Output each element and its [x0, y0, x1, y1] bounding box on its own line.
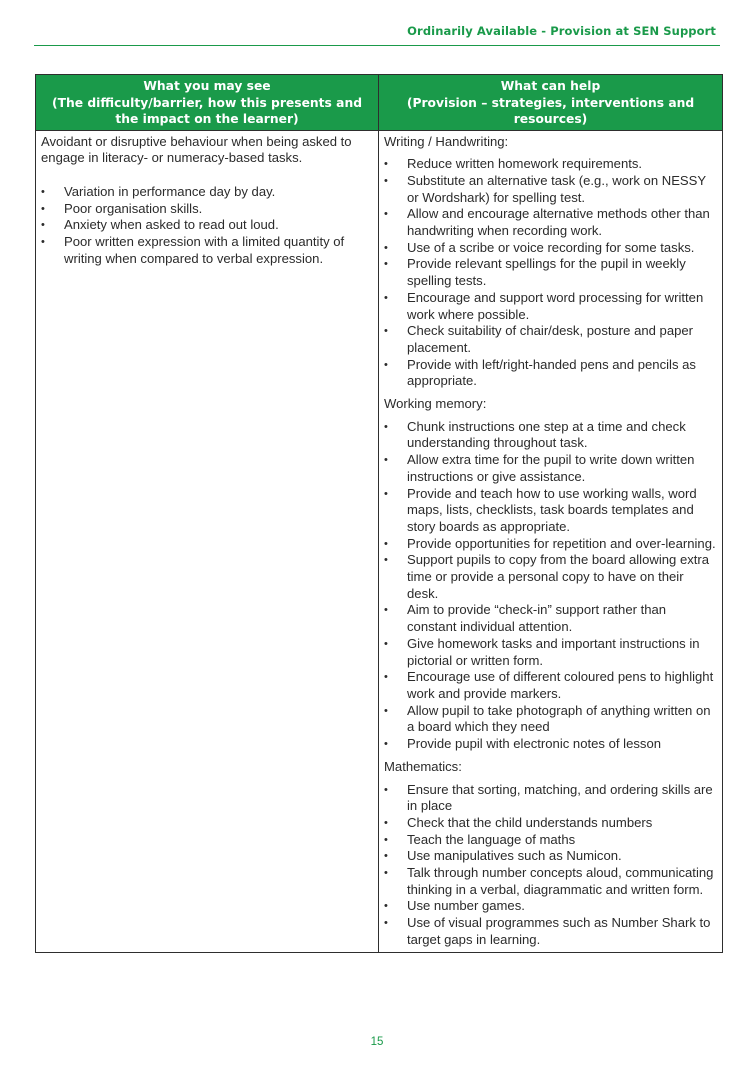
list-item: • Provide and teach how to use working walls, word maps, lists, checklists, task boards templates and story boards as appropriate. — [384, 486, 717, 536]
section-label: Writing / Handwriting: — [384, 133, 509, 149]
list-item: • Use number games. — [384, 898, 717, 915]
list-item: • Provide pupil with electronic notes of lesson — [384, 736, 717, 753]
list-item: • Anxiety when asked to read out loud. — [41, 217, 373, 234]
list-item: • Support pupils to copy from the board allowing extra time or provide a personal copy to have on their desk. — [384, 552, 717, 602]
list-item: • Substitute an alternative task (e.g., work on NESSY or Wordshark) for spelling test. — [384, 173, 717, 206]
working-memory-list — [384, 419, 717, 753]
difficulty-cell — [36, 130, 379, 952]
page-number: 15 — [370, 1036, 384, 1048]
list-item: • Use of a scribe or voice recording for some tasks. — [384, 240, 717, 257]
page-header-title: Ordinarily Available - Provision at SEN Support — [407, 24, 716, 38]
mathematics-list — [384, 782, 717, 949]
column-header-what-can-help: What can help (Provision – strategies, interventions and resources) — [379, 75, 723, 131]
section-working-memory — [384, 396, 717, 753]
list-item: • Chunk instructions one step at a time and check understanding throughout task. — [384, 419, 717, 452]
list-item: • Variation in performance day by day. — [41, 184, 373, 201]
list-item: • Use manipulatives such as Numicon. — [384, 848, 717, 865]
writing-list — [384, 156, 717, 390]
column-header-what-you-may-see: What you may see (The difficulty/barrier, how this presents and the impact on the learner) — [36, 75, 379, 131]
list-item: • Use of visual programmes such as Number Shark to target gaps in learning. — [384, 915, 717, 948]
difficulty-intro: Avoidant or disruptive behaviour when being asked to engage in literacy- or numeracy-based tasks. — [41, 133, 352, 166]
section-label: Mathematics: — [384, 758, 462, 774]
list-item: • Check that the child understands numbers — [384, 815, 717, 832]
list-item: • Give homework tasks and important instructions in pictorial or written form. — [384, 636, 717, 669]
section-mathematics — [384, 759, 717, 949]
list-item: • Check suitability of chair/desk, posture and paper placement. — [384, 323, 717, 356]
table-row — [36, 130, 723, 952]
section-label: Working memory: — [384, 396, 487, 412]
list-item: • Talk through number concepts aloud, communicating thinking in a verbal, diagrammatic and written form. — [384, 865, 717, 898]
provision-cell — [379, 130, 723, 952]
list-item: • Reduce written homework requirements. — [384, 156, 717, 173]
list-item: • Provide opportunities for repetition and over-learning. — [384, 536, 717, 553]
list-item: • Allow and encourage alternative methods other than handwriting when recording work. — [384, 206, 717, 239]
list-item: • Provide with left/right-handed pens and pencils as appropriate. — [384, 357, 717, 390]
list-item: • Ensure that sorting, matching, and ordering skills are in place — [384, 782, 717, 815]
section-writing-handwriting — [384, 134, 717, 391]
table-header-row — [36, 75, 723, 131]
list-item: • Provide relevant spellings for the pupil in weekly spelling tests. — [384, 256, 717, 289]
list-item: • Aim to provide “check-in” support rather than constant individual attention. — [384, 602, 717, 635]
list-item: • Encourage use of different coloured pens to highlight work and provide markers. — [384, 669, 717, 702]
header-divider — [34, 45, 720, 46]
difficulty-list — [41, 184, 373, 268]
list-item: • Teach the language of maths — [384, 832, 717, 849]
list-item: • Poor written expression with a limited quantity of writing when compared to verbal expression. — [41, 234, 373, 267]
list-item: • Allow pupil to take photograph of anything written on a board which they need — [384, 703, 717, 736]
provision-table — [35, 74, 723, 953]
list-item: • Poor organisation skills. — [41, 201, 373, 218]
list-item: • Allow extra time for the pupil to write down written instructions or give assistance. — [384, 452, 717, 485]
list-item: • Encourage and support word processing for written work where possible. — [384, 290, 717, 323]
